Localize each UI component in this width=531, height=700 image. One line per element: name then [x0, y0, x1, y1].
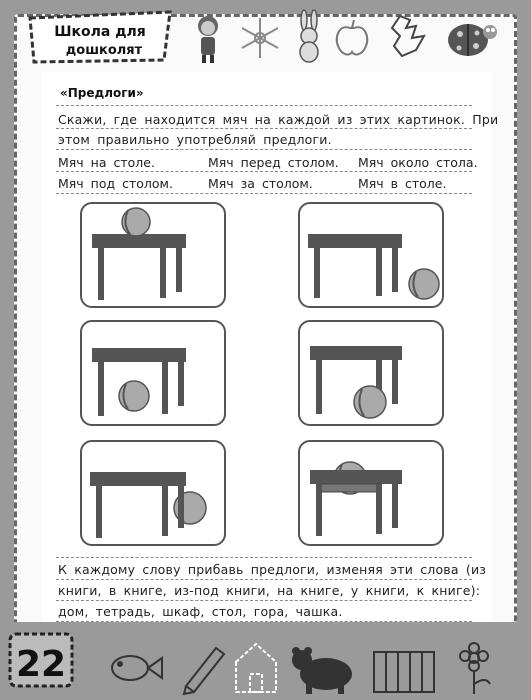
- logo-line2: дошколят: [65, 43, 143, 58]
- page-number-badge: [6, 628, 76, 692]
- apple-icon: [337, 20, 368, 54]
- task-line1: К каждому слову прибавь предлоги, изменяя эти слова (из: [58, 562, 487, 577]
- divider: [56, 579, 472, 580]
- picture-ball-beside-table: [298, 202, 444, 308]
- logo-line1: Школа для: [54, 24, 146, 40]
- picture-ball-in-front-of-table: [298, 320, 444, 426]
- school-logo: [24, 8, 176, 66]
- page-number: 22: [15, 644, 67, 685]
- bear-icon: [292, 647, 352, 694]
- rooster-icon: [392, 16, 424, 56]
- pencil-icon: [184, 648, 224, 694]
- divider: [56, 600, 472, 601]
- phrase: Мяч за столом.: [208, 176, 313, 191]
- section-title: «Предлоги»: [60, 86, 144, 100]
- fish-icon: [112, 656, 162, 680]
- phrase: Мяч перед столом.: [208, 155, 339, 170]
- divider: [56, 557, 472, 558]
- accordion-icon: [374, 652, 434, 692]
- picture-ball-in-table: [298, 440, 444, 546]
- phrase: Мяч под столом.: [58, 176, 173, 191]
- phrase: Мяч на столе.: [58, 155, 155, 170]
- header-decorations: [180, 6, 510, 68]
- phrase: Мяч около стола.: [358, 155, 478, 170]
- picture-ball-on-table: [80, 202, 226, 308]
- task-line3: дом, тетрадь, шкаф, стол, гора, чашка.: [58, 604, 343, 619]
- ladybug-icon: [448, 24, 497, 56]
- task-line2: книги, в книге, из-под книги, на книге, у книги, к книге):: [58, 583, 481, 598]
- divider: [56, 171, 472, 172]
- picture-ball-behind-table: [80, 440, 226, 546]
- house-icon: [236, 644, 276, 692]
- snowflake-icon: [242, 18, 278, 58]
- bunny-icon: [300, 10, 318, 62]
- phrase: Мяч в столе.: [358, 176, 447, 191]
- divider: [56, 128, 472, 129]
- girl-icon: [198, 16, 218, 63]
- divider: [56, 105, 472, 106]
- picture-ball-under-table: [80, 320, 226, 426]
- footer-decorations: [90, 636, 520, 696]
- intro-line2: этом правильно употребляй предлоги.: [58, 132, 332, 147]
- divider: [56, 149, 472, 150]
- flower-icon: [460, 643, 490, 694]
- intro-line1: Скажи, где находится мяч на каждой из этих картинок. При: [58, 112, 499, 127]
- divider: [56, 193, 472, 194]
